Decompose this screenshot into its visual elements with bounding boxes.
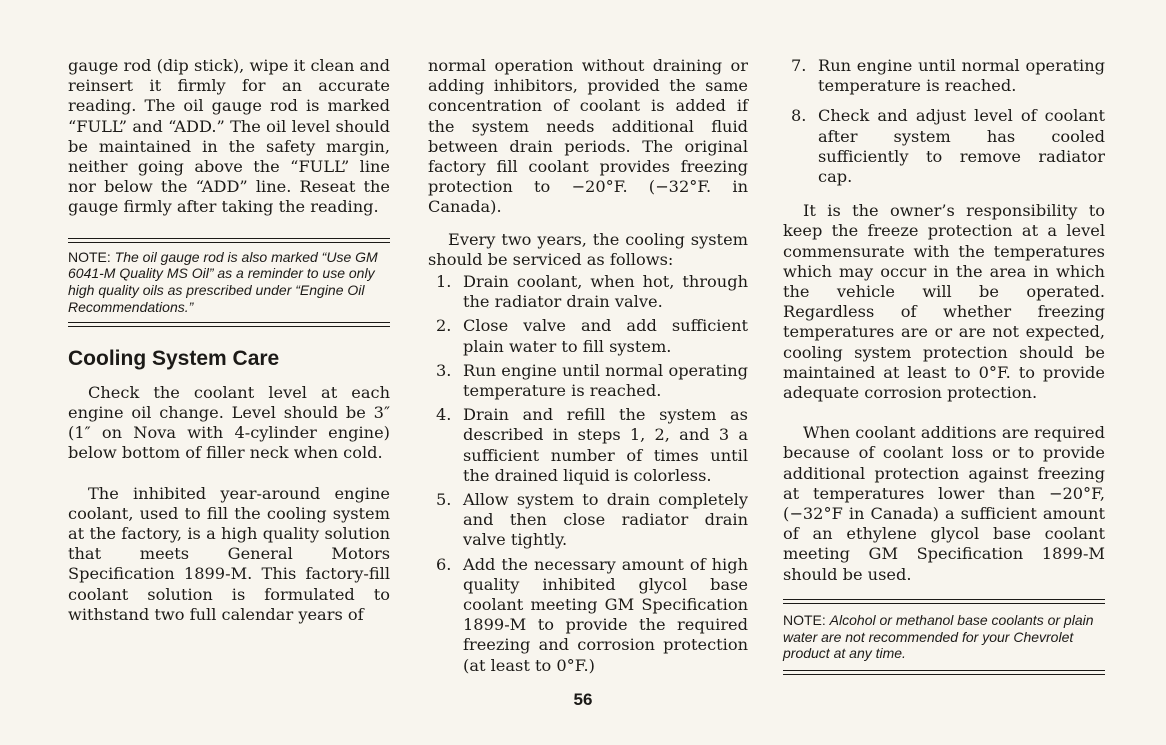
column-left bbox=[68, 56, 390, 625]
note-text: The oil gauge rod is also marked “Use GM 6041-M Quality MS Oil” as a reminder to use only high quality oils as prescribed under “Engine Oil Recommendations.” bbox=[68, 248, 378, 316]
coolant-note bbox=[783, 612, 1105, 662]
list-item: 5. Allow system to drain completely and then close radiator drain valve tightly. bbox=[436, 490, 748, 550]
list-item: 4. Drain and refill the system as described in steps 1, 2, and 3 a sufficient number of times until the drained liquid is colorless. bbox=[436, 405, 748, 485]
note-label: NOTE: bbox=[783, 611, 826, 628]
note-text: Alcohol or methanol base coolants or plain water are not recommended for your Chevrolet product at any time. bbox=[783, 611, 1094, 662]
note-label: NOTE: bbox=[68, 248, 111, 265]
note-bottom-rule bbox=[783, 670, 1105, 675]
list-item: 8. Check and adjust level of coolant after system has cooled sufficiently to remove radiator cap. bbox=[791, 106, 1105, 187]
list-item: 7. Run engine until normal operating temperature is reached. bbox=[791, 56, 1105, 96]
list-item: 6. Add the necessary amount of high quality inhibited glycol base coolant meeting GM Specification 1899-M to provide the required freezing and corrosion protection (at least to 0°F.) bbox=[436, 554, 748, 675]
note-top-rule bbox=[68, 238, 390, 243]
inhibited-coolant-paragraph: The inhibited year-around engine coolant, used to fill the cooling system at the factory, is a high quality solution that meets General Motors Specification 1899-M. This factory-fill coolant solution is formulated to withstand two full calendar years of bbox=[68, 483, 390, 624]
coolant-level-paragraph: Check the coolant level at each engine oil change. Level should be 3″ (1″ on Nova with 4-cylinder engine) below bottom of filler neck when cold. bbox=[68, 382, 390, 463]
note-top-rule bbox=[783, 599, 1105, 604]
service-steps-list bbox=[428, 272, 748, 676]
section-title: Cooling System Care bbox=[68, 346, 280, 370]
column-middle bbox=[428, 56, 748, 680]
page-number: 56 bbox=[573, 690, 593, 709]
service-intro-paragraph: Every two years, the cooling system should be serviced as follows: bbox=[428, 229, 748, 269]
operation-paragraph: normal operation without draining or adding inhibitors, provided the same concentration of coolant is added if the system needs additional fluid between drain periods. The original factory fill coolant provides freezing protection to −20°F. (−32°F. in Canada). bbox=[428, 56, 748, 217]
oil-gauge-paragraph: gauge rod (dip stick), wipe it clean and reinsert it firmly for an accurate reading. The oil gauge rod is marked “FULL” and “ADD.” The oil level should be maintained in the safety margin, neither going above the “FULL” line nor below the “ADD” line. Reseat the gauge firmly after taking the reading. bbox=[68, 56, 390, 217]
oil-note bbox=[68, 249, 390, 316]
list-item: 2. Close valve and add sufficient plain water to fill system. bbox=[436, 316, 748, 356]
coolant-additions-paragraph: When coolant additions are required because of coolant loss or to provide additional protection against freezing at temperatures lower than −20°F, (−32°F in Canada) a sufficient amount of an ethylene glycol base coolant meeting GM Specification 1899-M should be used. bbox=[783, 423, 1105, 584]
list-item: 1. Drain coolant, when hot, through the radiator drain valve. bbox=[436, 272, 748, 312]
owner-responsibility-paragraph: It is the owner’s responsibility to keep the freeze protection at a level commensurate with the temperatures which may occur in the area in which the vehicle will be operated. Regardless of whether freezing temperatures are or are not expected, cooling system protection should be maintained at least to 0°F. to provide adequate corrosion protection. bbox=[783, 201, 1105, 403]
note-bottom-rule bbox=[68, 322, 390, 327]
service-steps-continued bbox=[783, 56, 1105, 187]
column-right bbox=[783, 56, 1105, 675]
list-item: 3. Run engine until normal operating temperature is reached. bbox=[436, 360, 748, 401]
